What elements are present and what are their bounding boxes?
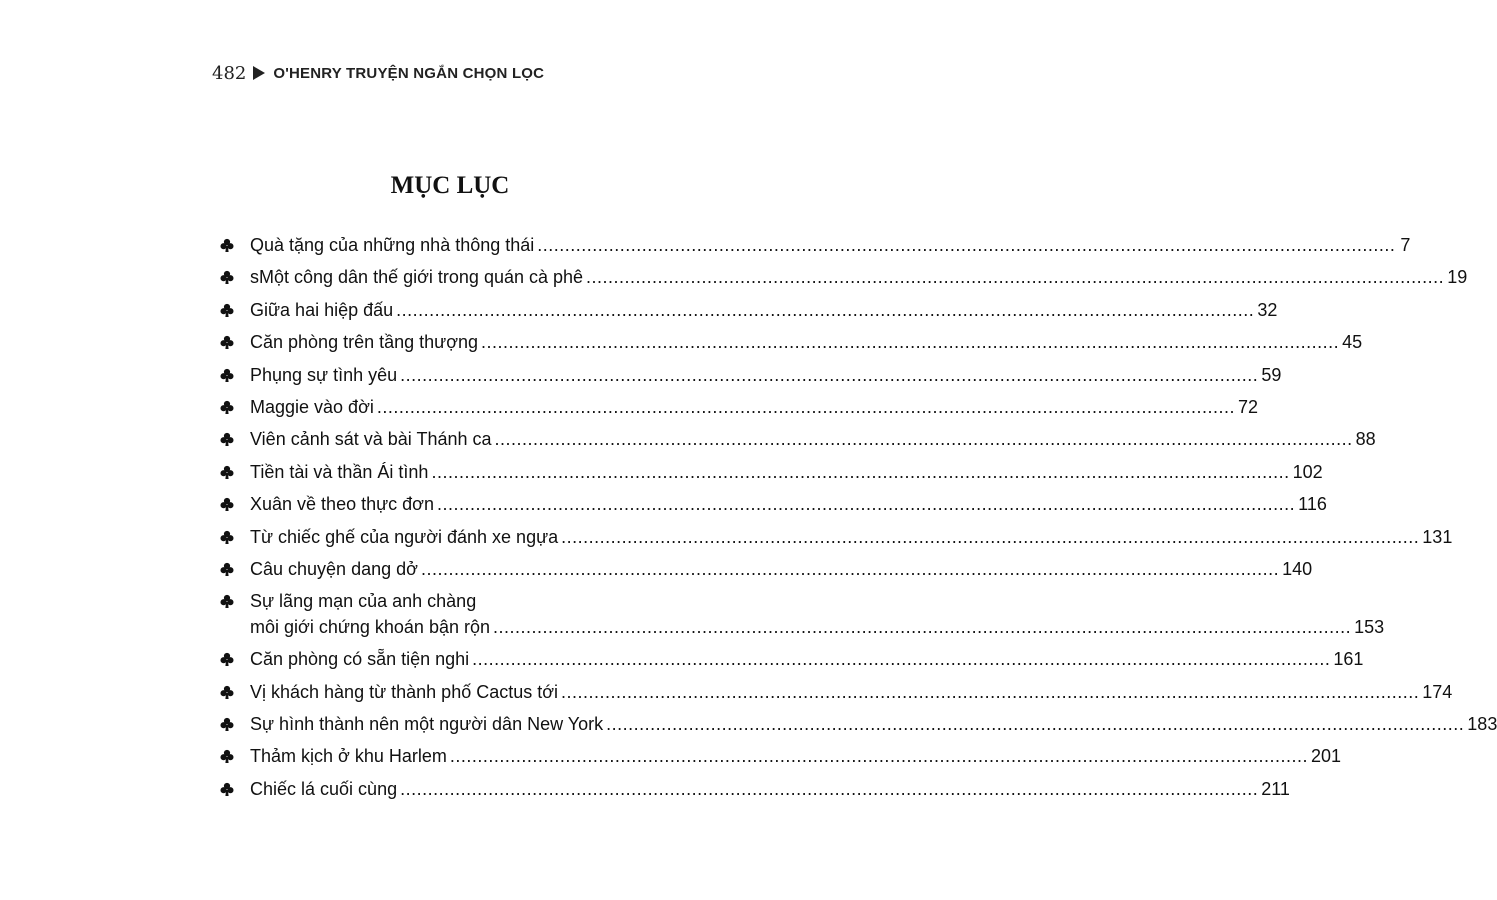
toc-entry-page: 201 [1311,746,1342,767]
dot-leader [450,743,1308,769]
dot-leader [400,362,1258,388]
toc-entry-title: Tiền tài và thần Ái tình [250,461,429,482]
dot-leader [437,491,1295,517]
toc-entry-line [250,329,1362,355]
toc-entry-title: Maggie vào đời [250,396,374,417]
toc-entry-body [250,588,1384,640]
dot-leader [495,426,1353,452]
toc-entry-page: 72 [1238,396,1259,417]
club-icon [220,782,234,797]
toc-entry [220,297,1278,329]
club-icon [220,368,234,383]
toc-entry-body [250,524,1452,550]
toc-entry [220,264,1468,296]
toc-entry-body [250,776,1290,802]
toc-entry-page: 161 [1333,649,1364,670]
toc-entry-page: 131 [1422,526,1453,547]
toc-entry-title: Căn phòng trên tầng thượng [250,332,479,353]
club-icon [220,562,234,577]
toc-entry-page: 88 [1355,429,1376,450]
club-icon [220,717,234,732]
dot-leader [472,646,1330,672]
toc-entry-title: môi giới chứng khoán bận rộn [250,617,490,638]
toc-entry-line [250,646,1363,672]
toc-entry-title: Phụng sự tình yêu [250,364,398,385]
toc-entry-body [250,711,1497,737]
club-icon [220,335,234,350]
toc-entry-page: 102 [1292,461,1323,482]
toc-entry-line [250,711,1497,737]
toc-entry-line [250,394,1258,420]
dot-leader [561,679,1419,705]
toc-entry [220,362,1282,394]
toc-entry-page: 211 [1261,778,1290,799]
dot-leader [377,394,1235,420]
dot-leader [400,776,1258,802]
toc-entry-line [250,426,1376,452]
toc-entry-page: 59 [1261,364,1282,385]
toc-entry-page: 140 [1282,558,1313,579]
toc-entry-page: 183 [1467,714,1497,735]
toc-entry-body [250,394,1258,420]
club-icon [220,594,234,609]
toc-entry-title: Câu chuyện dang dở [250,558,418,579]
toc-entry-title: Sự hình thành nên một người dân New York [250,714,604,735]
toc-entry-page: 32 [1257,299,1278,320]
club-icon [220,238,234,253]
toc-entry-page: 153 [1354,617,1385,638]
dot-leader [561,524,1419,550]
toc-entry-page: 116 [1298,494,1327,515]
toc-entry-line [250,459,1323,485]
toc-entry-page: 45 [1342,332,1363,353]
toc-entry [220,426,1376,458]
toc-entry [220,459,1323,491]
dot-leader [421,556,1279,582]
club-icon [220,685,234,700]
toc-entry [220,329,1363,361]
toc-entry-title: Xuân về theo thực đơn [250,494,434,515]
club-icon [220,303,234,318]
toc-list [220,232,1497,808]
toc-entry-page: 174 [1422,681,1453,702]
toc-entry-page: 19 [1447,267,1468,288]
toc-entry-title: Sự lãng mạn của anh chàng [250,591,477,612]
book-title: O'HENRY TRUYỆN NGẮN CHỌN LỌC [273,64,545,82]
toc-entry-body [250,491,1327,517]
toc-entry-line [250,232,1410,258]
toc-entry-body [250,459,1323,485]
toc-entry [220,491,1327,523]
toc-entry-title: sMột công dân thế giới trong quán cà phê [250,267,584,288]
toc-entry-line [250,743,1341,769]
toc-entry-title: Vị khách hàng từ thành phố Cactus tới [250,681,559,702]
club-icon [220,400,234,415]
toc-entry-line [250,524,1452,550]
toc-heading: MỤC LỤC [390,172,510,199]
toc-entry-line [250,264,1467,290]
dot-leader [396,297,1254,323]
toc-entry-body [250,679,1452,705]
toc-entry-line [250,776,1290,802]
toc-entry [220,524,1453,556]
toc-entry [220,776,1290,808]
toc-entry-line [250,362,1281,388]
toc-entry-line [250,297,1277,323]
toc-entry-body [250,362,1281,388]
toc-entry [220,232,1411,264]
club-icon [220,652,234,667]
toc-entry-title: Căn phòng có sẵn tiện nghi [250,649,470,670]
dot-leader [537,232,1395,258]
toc-entry-body [250,426,1376,452]
club-icon [220,270,234,285]
toc-entry-line [250,614,1384,640]
toc-entry-body [250,329,1362,355]
club-icon [220,530,234,545]
toc-entry-title: Thảm kịch ở khu Harlem [250,746,447,767]
toc-entry-line [250,491,1327,517]
toc-entry-page: 7 [1400,235,1411,255]
toc-entry [220,588,1385,646]
running-header [212,61,544,85]
toc-entry-line [250,679,1452,705]
toc-entry-title: Chiếc lá cuối cùng [250,778,398,799]
dot-leader [493,614,1351,640]
toc-entry-title: Từ chiếc ghế của người đánh xe ngựa [250,526,559,547]
toc-entry-title: Giữa hai hiệp đấu [250,299,394,320]
toc-entry-body [250,556,1312,582]
dot-leader [481,329,1339,355]
toc-entry [220,556,1313,588]
club-icon [220,497,234,512]
toc-entry-body [250,264,1467,290]
dot-leader [606,711,1464,737]
toc-entry [220,394,1259,426]
toc-entry-body [250,646,1363,672]
arrow-icon [253,66,265,80]
toc-entry-title: Quà tặng của những nhà thông thái [250,235,535,255]
club-icon [220,432,234,447]
toc-entry-body [250,232,1410,258]
toc-entry-body [250,743,1341,769]
dot-leader [586,264,1444,290]
dot-leader [431,459,1289,485]
toc-entry [220,711,1497,743]
club-icon [220,749,234,764]
toc-entry-line [250,588,1384,614]
toc-entry [220,679,1453,711]
toc-entry-line [250,556,1312,582]
club-icon [220,465,234,480]
toc-entry [220,646,1364,678]
toc-entry [220,743,1342,775]
toc-entry-title: Viên cảnh sát và bài Thánh ca [250,429,492,450]
page-number: 482 [212,62,247,84]
toc-entry-body [250,297,1277,323]
